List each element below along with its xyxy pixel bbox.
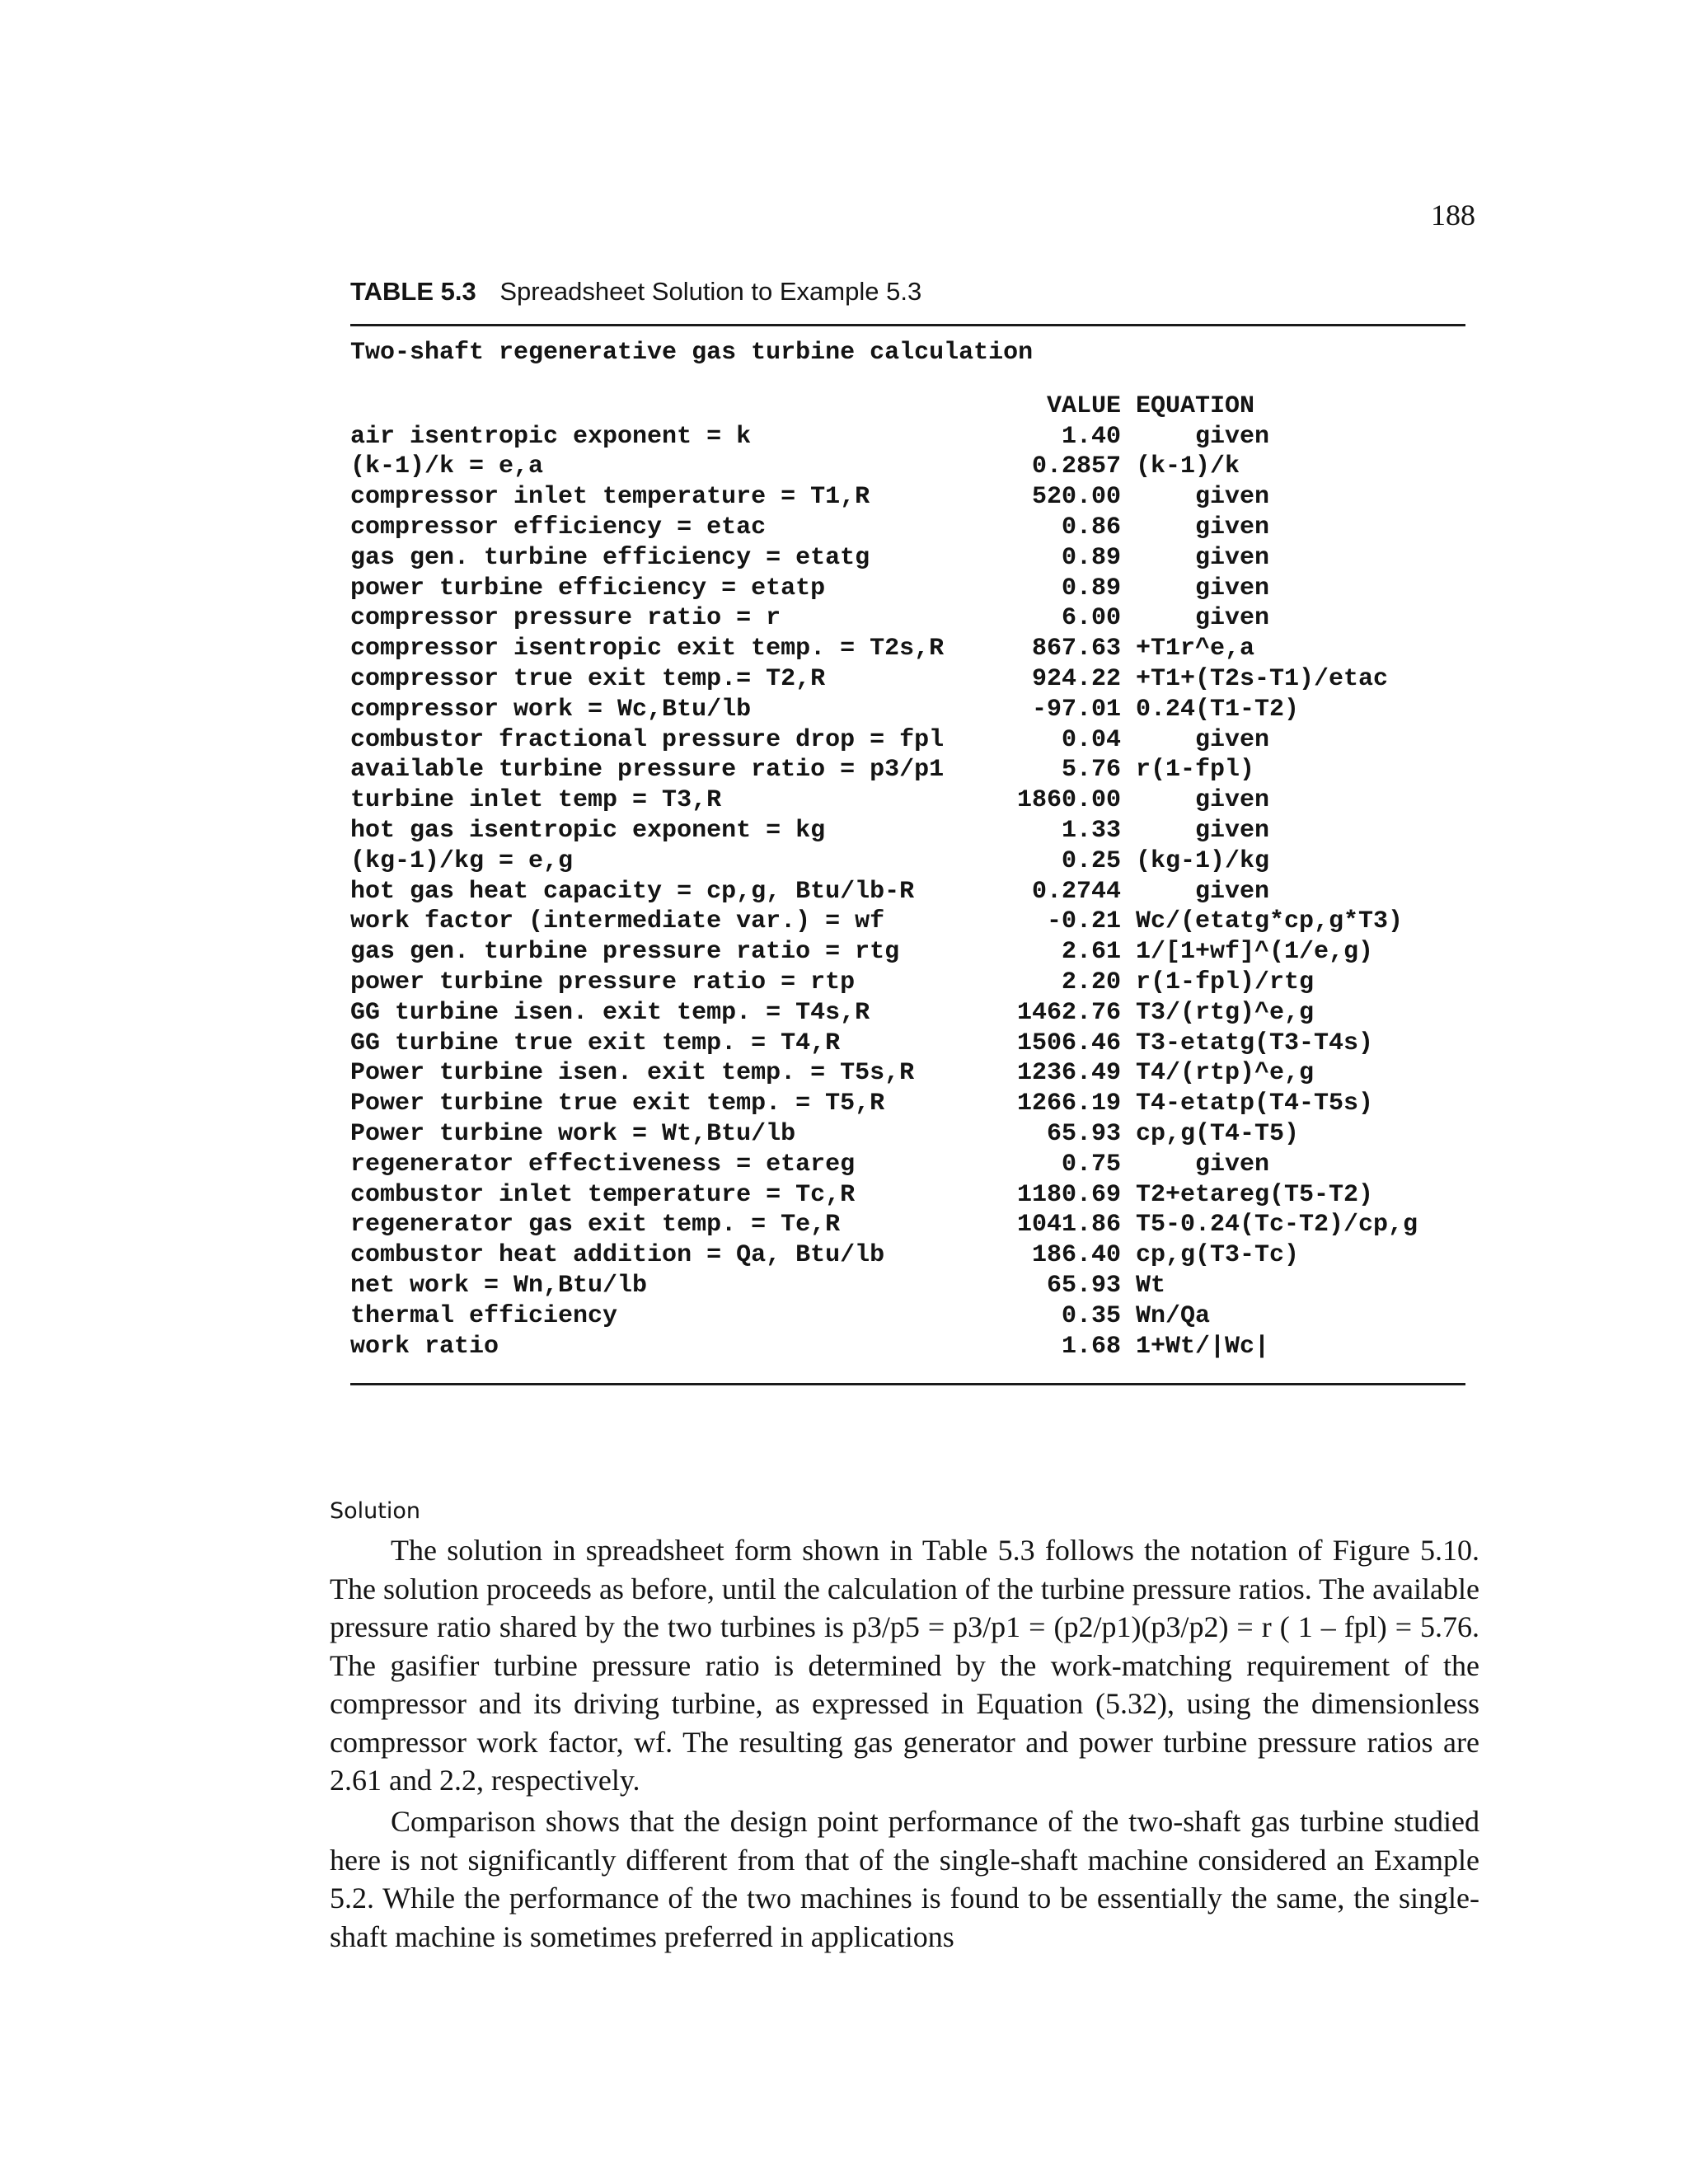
table-row — [350, 1301, 1465, 1332]
table-row — [350, 695, 1465, 725]
row-label: work factor (intermediate var.) = wf — [350, 907, 885, 936]
row-value: -97.01 — [1031, 695, 1121, 724]
row-equation: r(1-fpl) — [1136, 756, 1255, 785]
row-equation: given — [1195, 483, 1270, 512]
row-value: 0.25 — [1061, 846, 1121, 875]
row-value: 1.33 — [1061, 816, 1121, 845]
body-paragraph: Comparison shows that the design point performance of the two-shaft gas turbine studied here is not significantly different from that of the single-shaft machine considered an Example 5.2. While the performance of the two machines is found to be essentially the same, the single-shaft machine is sometimes preferred in applications — [330, 1805, 1479, 1953]
table-row — [350, 422, 1465, 452]
table-row — [350, 937, 1465, 968]
row-label: regenerator gas exit temp. = Te,R — [350, 1211, 841, 1240]
row-value: -0.21 — [1046, 907, 1121, 936]
row-value: 1266.19 — [1016, 1090, 1121, 1118]
header-value: VALUE — [1046, 391, 1121, 420]
row-value: 0.89 — [1061, 543, 1121, 572]
row-value: 0.04 — [1061, 725, 1121, 754]
row-label: power turbine efficiency = etatp — [350, 574, 826, 602]
row-label: compressor isentropic exit temp. = T2s,R — [350, 635, 945, 663]
table-header-row — [350, 391, 1465, 422]
row-value: 65.93 — [1046, 1119, 1121, 1148]
page-number: 188 — [1431, 199, 1475, 232]
table-row — [350, 1271, 1465, 1301]
row-label: GG turbine isen. exit temp. = T4s,R — [350, 998, 870, 1027]
table-row — [350, 452, 1465, 482]
table-row — [350, 1210, 1465, 1240]
row-equation: given — [1195, 543, 1270, 572]
row-value: 0.35 — [1061, 1301, 1121, 1330]
table-title: Two-shaft regenerative gas turbine calculation — [350, 339, 1034, 367]
row-equation: T3-etatg(T3-T4s) — [1136, 1029, 1374, 1057]
table-row — [350, 574, 1465, 604]
row-value: 1.68 — [1061, 1332, 1121, 1361]
row-equation: given — [1195, 877, 1270, 906]
row-equation: given — [1195, 725, 1270, 754]
row-value: 867.63 — [1031, 635, 1121, 663]
row-label: combustor heat addition = Qa, Btu/lb — [350, 1241, 885, 1270]
table-row — [350, 664, 1465, 695]
table-row — [350, 846, 1465, 877]
row-equation: 1/[1+wf]^(1/e,g) — [1136, 938, 1374, 967]
row-equation: T3/(rtg)^e,g — [1136, 998, 1315, 1027]
section-label: Solution — [330, 1498, 420, 1524]
row-value: 2.61 — [1061, 938, 1121, 967]
table-row — [350, 816, 1465, 846]
row-value: 2.20 — [1061, 968, 1121, 996]
row-value: 1860.00 — [1016, 786, 1121, 815]
table-row — [350, 877, 1465, 907]
row-equation: Wn/Qa — [1136, 1301, 1211, 1330]
row-equation: r(1-fpl)/rtg — [1136, 968, 1315, 996]
row-value: 186.40 — [1031, 1241, 1121, 1270]
row-label: compressor efficiency = etac — [350, 513, 767, 541]
row-value: 0.2744 — [1031, 877, 1121, 906]
table-row — [350, 785, 1465, 816]
row-value: 1462.76 — [1016, 998, 1121, 1027]
table-row — [350, 1058, 1465, 1089]
row-value: 1.40 — [1061, 422, 1121, 451]
row-equation: cp,g(T3-Tc) — [1136, 1241, 1300, 1270]
row-label: Power turbine isen. exit temp. = T5s,R — [350, 1059, 915, 1088]
row-equation: (k-1)/k — [1136, 452, 1240, 481]
row-label: hot gas isentropic exponent = kg — [350, 816, 826, 845]
row-label: Power turbine true exit temp. = T5,R — [350, 1090, 885, 1118]
body-paragraph: The solution in spreadsheet form shown in Table 5.3 follows the notation of Figure 5.10. The solution proceeds as before, until the calculation of the turbine pressure ratios. The available pressure ratio shared by the two turbines is p3/p5 = p3/p1 = (p2/p1)(p3/p2) = r ( 1 – fpl) = 5.76. The gasifier turbine pressure ratio is determined by the work-matching requirement of the compressor and its driving turbine, as expressed in Equation (5.32), using the dimensionless compressor work factor, wf. The resulting gas generator and power turbine pressure ratios are 2.61 and 2.2, respectively. — [330, 1534, 1479, 1797]
row-value: 5.76 — [1061, 756, 1121, 785]
row-label: air isentropic exponent = k — [350, 422, 752, 451]
row-equation: cp,g(T4-T5) — [1136, 1119, 1300, 1148]
row-value: 1041.86 — [1016, 1211, 1121, 1240]
row-label: regenerator effectiveness = etareg — [350, 1150, 856, 1179]
row-label: compressor inlet temperature = T1,R — [350, 483, 870, 512]
row-label: work ratio — [350, 1332, 499, 1361]
row-equation: (kg-1)/kg — [1136, 846, 1270, 875]
row-equation: given — [1195, 816, 1270, 845]
row-equation: Wt — [1136, 1271, 1166, 1300]
row-equation: given — [1195, 513, 1270, 541]
row-value: 1506.46 — [1016, 1029, 1121, 1057]
row-label: (kg-1)/kg = e,g — [350, 846, 574, 875]
row-value: 1180.69 — [1016, 1180, 1121, 1209]
table-row — [350, 1150, 1465, 1180]
row-equation: given — [1195, 604, 1270, 633]
row-label: available turbine pressure ratio = p3/p1 — [350, 756, 945, 785]
row-label: thermal efficiency — [350, 1301, 618, 1330]
row-label: combustor fractional pressure drop = fpl — [350, 725, 945, 754]
table-row — [350, 1240, 1465, 1271]
table-bottom-rule — [350, 1383, 1465, 1385]
table-row — [350, 543, 1465, 574]
row-equation: given — [1195, 574, 1270, 602]
row-equation: given — [1195, 786, 1270, 815]
row-equation: T4-etatp(T4-T5s) — [1136, 1090, 1374, 1118]
table-rows — [350, 422, 1465, 1362]
header-label-spacer — [350, 391, 1010, 422]
table-caption-title: Spreadsheet Solution to Example 5.3 — [499, 277, 922, 306]
row-equation: T5-0.24(Tc-T2)/cp,g — [1136, 1211, 1418, 1240]
table-row — [350, 1029, 1465, 1059]
row-label: compressor true exit temp.= T2,R — [350, 664, 826, 693]
row-value: 520.00 — [1031, 483, 1121, 512]
row-label: combustor inlet temperature = Tc,R — [350, 1180, 856, 1209]
table-row — [350, 634, 1465, 664]
table-row — [350, 755, 1465, 785]
table-caption — [350, 277, 921, 307]
table-row — [350, 482, 1465, 513]
row-label: compressor pressure ratio = r — [350, 604, 781, 633]
table-row — [350, 998, 1465, 1029]
header-equation: EQUATION — [1136, 391, 1255, 420]
row-equation: 1+Wt/|Wc| — [1136, 1332, 1270, 1361]
row-value: 65.93 — [1046, 1271, 1121, 1300]
table-row — [350, 513, 1465, 543]
spreadsheet-table — [350, 338, 1465, 1361]
row-value: 0.75 — [1061, 1150, 1121, 1179]
row-value: 6.00 — [1061, 604, 1121, 633]
row-equation: given — [1195, 422, 1270, 451]
table-caption-number: TABLE 5.3 — [350, 277, 476, 306]
table-top-rule — [350, 324, 1465, 326]
table-row — [350, 1332, 1465, 1362]
row-label: hot gas heat capacity = cp,g, Btu/lb-R — [350, 877, 915, 906]
row-equation: 0.24(T1-T2) — [1136, 695, 1300, 724]
row-value: 1236.49 — [1016, 1059, 1121, 1088]
table-row — [350, 1089, 1465, 1119]
row-equation: Wc/(etatg*cp,g*T3) — [1136, 907, 1404, 936]
row-value: 0.2857 — [1031, 452, 1121, 481]
row-equation: +T1+(T2s-T1)/etac — [1136, 664, 1389, 693]
row-label: (k-1)/k = e,a — [350, 452, 544, 481]
row-label: turbine inlet temp = T3,R — [350, 786, 722, 815]
row-equation: +T1r^e,a — [1136, 635, 1255, 663]
row-label: compressor work = Wc,Btu/lb — [350, 695, 752, 724]
row-label: power turbine pressure ratio = rtp — [350, 968, 856, 996]
row-equation: T2+etareg(T5-T2) — [1136, 1180, 1374, 1209]
row-value: 0.86 — [1061, 513, 1121, 541]
row-label: GG turbine true exit temp. = T4,R — [350, 1029, 841, 1057]
table-row — [350, 968, 1465, 998]
table-row — [350, 603, 1465, 634]
table-row — [350, 725, 1465, 756]
row-value: 0.89 — [1061, 574, 1121, 602]
row-label: gas gen. turbine pressure ratio = rtg — [350, 938, 900, 967]
table-row — [350, 1119, 1465, 1150]
row-value: 924.22 — [1031, 664, 1121, 693]
row-label: Power turbine work = Wt,Btu/lb — [350, 1119, 796, 1148]
row-equation: given — [1195, 1150, 1270, 1179]
table-row — [350, 1180, 1465, 1211]
row-label: net work = Wn,Btu/lb — [350, 1271, 648, 1300]
table-row — [350, 907, 1465, 937]
row-equation: T4/(rtp)^e,g — [1136, 1059, 1315, 1088]
row-label: gas gen. turbine efficiency = etatg — [350, 543, 870, 572]
